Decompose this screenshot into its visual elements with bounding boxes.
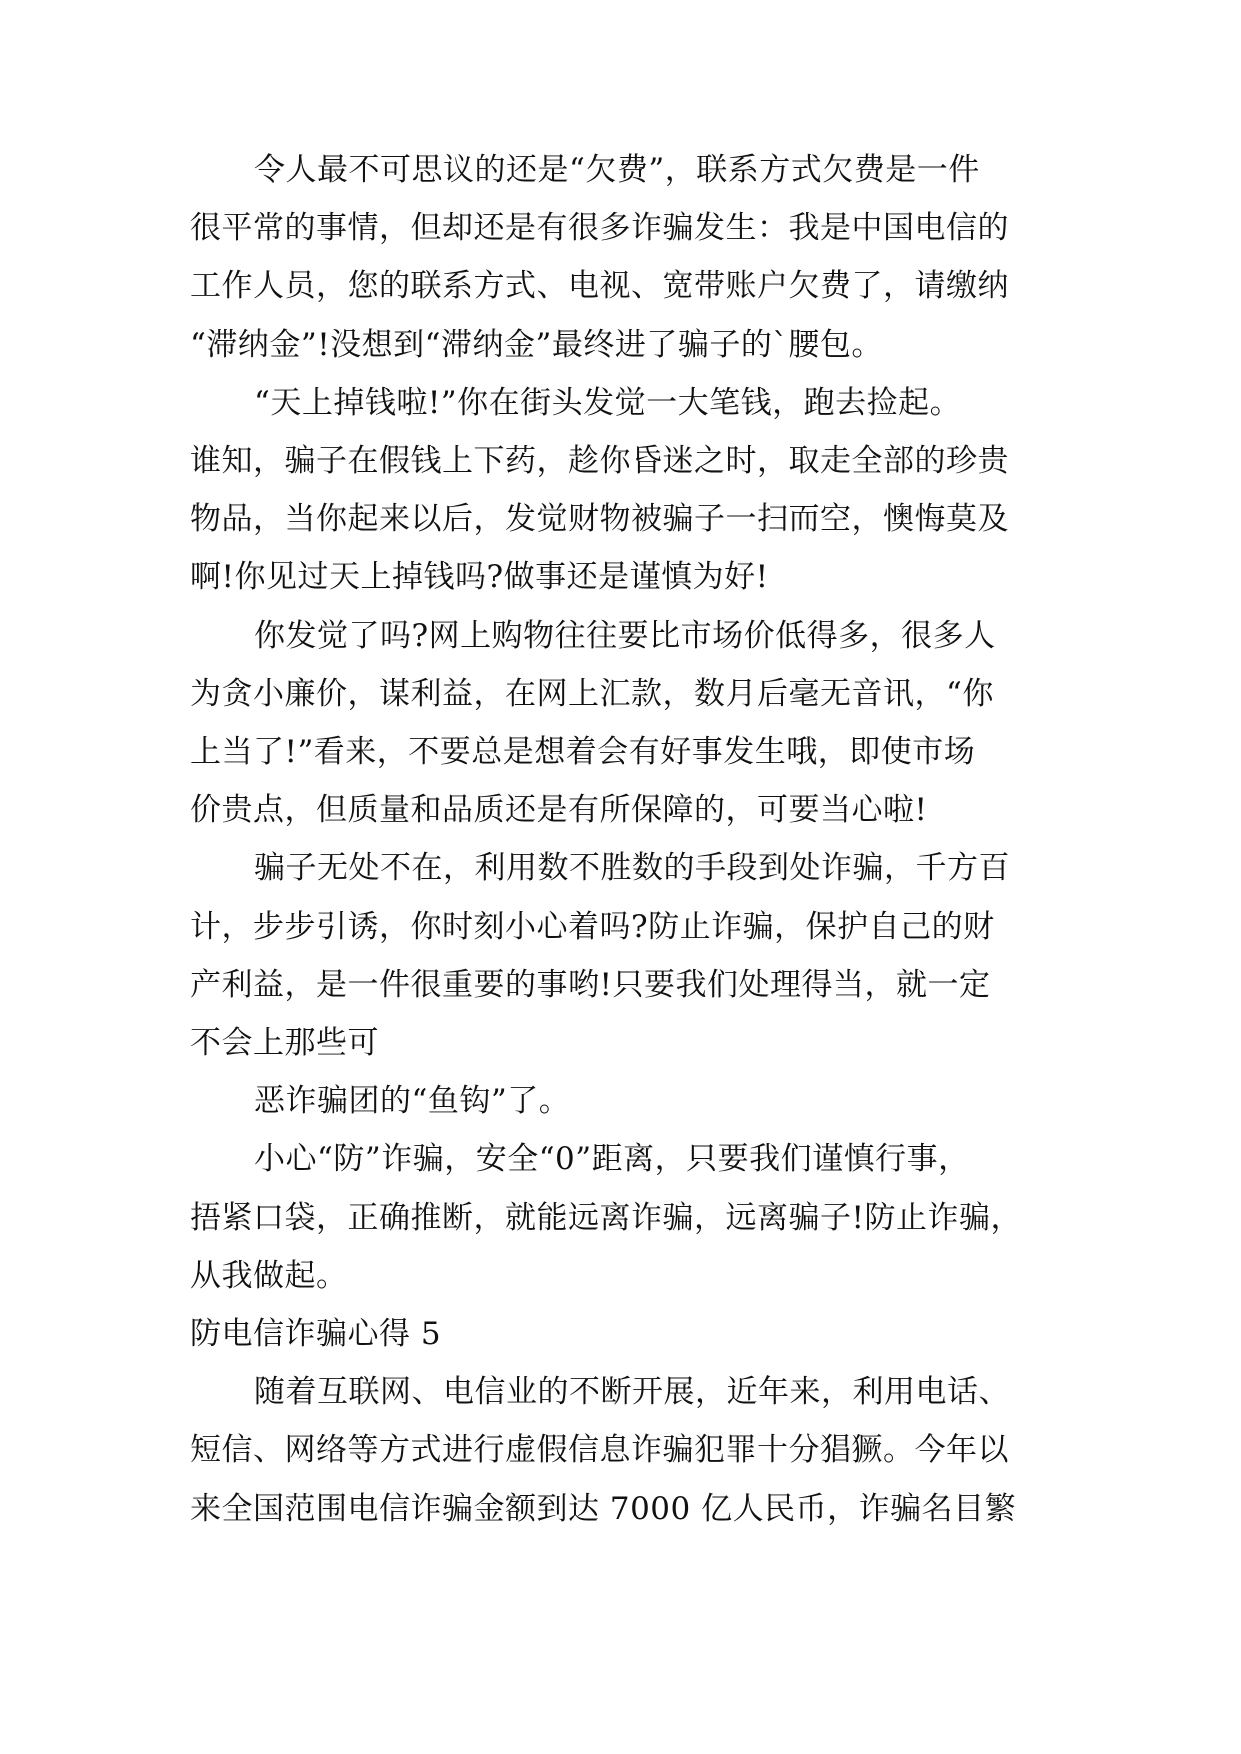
paragraph-line: 物品，当你起来以后，发觉财物被骗子一扫而空，懊悔莫及 [190, 501, 1009, 538]
paragraph-line: 令人最不可思议的还是“欠费”，联系方式欠费是一件 [254, 152, 980, 188]
section-heading: 防电信诈骗心得 5 [190, 1316, 442, 1352]
paragraph-line: 上当了!”看来，不要总是想着会有好事发生哦，即使市场 [190, 734, 976, 770]
paragraph-line: 捂紧口袋，正确推断，就能远离诈骗，远离骗子!防止诈骗， [190, 1199, 1022, 1236]
paragraph-line: 你发觉了吗?网上购物往往要比市场价低得多，很多人 [254, 617, 996, 654]
paragraph-line: 从我做起。 [190, 1257, 348, 1294]
paragraph-line: 恶诈骗团的“鱼钩”了。 [254, 1083, 571, 1120]
paragraph-line: 价贵点，但质量和品质还是有所保障的，可要当心啦! [190, 792, 928, 829]
paragraph-line: 计，步步引诱，你时刻小心着吗?防止诈骗，保护自己的财 [190, 908, 995, 945]
paragraph-line: “滞纳金”!没想到“滞纳金”最终进了骗子的`腰包。 [190, 326, 883, 363]
paragraph-line: 骗子无处不在，利用数不胜数的手段到处诈骗，千方百 [254, 850, 1010, 887]
paragraph-line: 谁知，骗子在假钱上下药，趁你昏迷之时，取走全部的珍贵 [190, 443, 1009, 479]
paragraph-line: 啊!你见过天上掉钱吗?做事还是谨慎为好! [190, 559, 769, 596]
paragraph-line: 不会上那些可 [190, 1025, 379, 1061]
paragraph-line: 小心“防”诈骗，安全“0”距离，只要我们谨慎行事， [254, 1141, 970, 1178]
paragraph-line: 为贪小廉价，谋利益，在网上汇款，数月后毫无音讯，“你 [190, 675, 994, 712]
paragraph-line: 短信、网络等方式进行虚假信息诈骗犯罪十分猖獗。今年以 [190, 1432, 1009, 1469]
paragraph-line: 来全国范围电信诈骗金额到达 7000 亿人民币，诈骗名目繁 [190, 1490, 1017, 1527]
paragraph-line: 工作人员，您的联系方式、电视、宽带账户欠费了，请缴纳 [190, 268, 1009, 305]
paragraph-line: 产利益，是一件很重要的事哟!只要我们处理得当，就一定 [190, 966, 991, 1003]
paragraph-line: “天上掉钱啦!”你在街头发觉一大笔钱，跑去捡起。 [254, 384, 962, 421]
paragraph-line: 很平常的事情，但却还是有很多诈骗发生：我是中国电信的 [190, 210, 1009, 247]
paragraph-line: 随着互联网、电信业的不断开展，近年来，利用电话、 [254, 1374, 1010, 1411]
